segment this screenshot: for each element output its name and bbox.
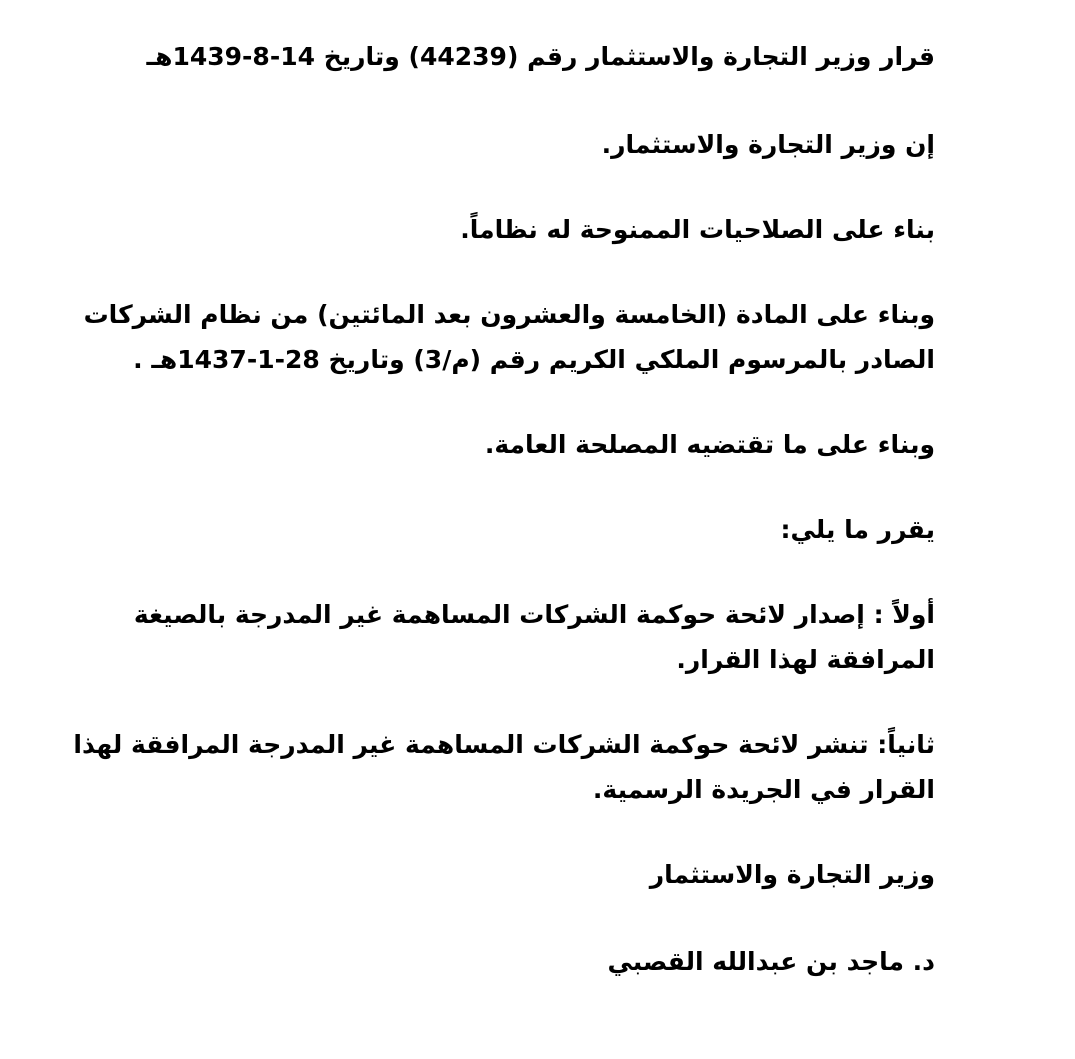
signatory-name [35, 939, 935, 984]
authority-text: بناء على الصلاحيات الممنوحة له نظاماً. [460, 215, 935, 244]
intro-text: إن وزير التجارة والاستثمار. [601, 130, 935, 159]
clause-second-line-1: ثانياً: تنشر لائحة حوكمة الشركات المساهمة غير المدرجة المرافقة لهذا [73, 730, 935, 759]
signatory-title [35, 852, 935, 897]
legal-basis-line-1: وبناء على المادة (الخامسة والعشرون بعد المائتين) من نظام الشركات [83, 300, 935, 329]
signatory-name-text: د. ماجد بن عبدالله القصبي [607, 947, 935, 976]
decree-title [35, 34, 935, 79]
decides-text: يقرر ما يلي: [780, 515, 935, 544]
decree-document [35, 34, 935, 1024]
clause-first-line-2: المرافقة لهذا القرار. [676, 645, 935, 674]
public-interest-text: وبناء على ما تقتضيه المصلحة العامة. [484, 430, 935, 459]
legal-basis-line-2: الصادر بالمرسوم الملكي الكريم رقم (م/3) وتاريخ 28-1-1437هـ . [133, 345, 935, 374]
clause-first-line-1: أولاً : إصدار لائحة حوكمة الشركات المساهمة غير المدرجة بالصيغة [133, 600, 935, 629]
decree-title-text: قرار وزير التجارة والاستثمار رقم (44239) وتاريخ 14-8-1439هـ [146, 42, 935, 71]
clause-second [35, 722, 935, 812]
clause-second-line-2: القرار في الجريدة الرسمية. [592, 775, 935, 804]
public-interest-paragraph [35, 422, 935, 467]
legal-basis-paragraph [35, 292, 935, 382]
clause-first [35, 592, 935, 682]
intro-paragraph [35, 122, 935, 167]
signatory-title-text: وزير التجارة والاستثمار [649, 860, 935, 889]
authority-paragraph [35, 207, 935, 252]
decides-heading [35, 507, 935, 552]
